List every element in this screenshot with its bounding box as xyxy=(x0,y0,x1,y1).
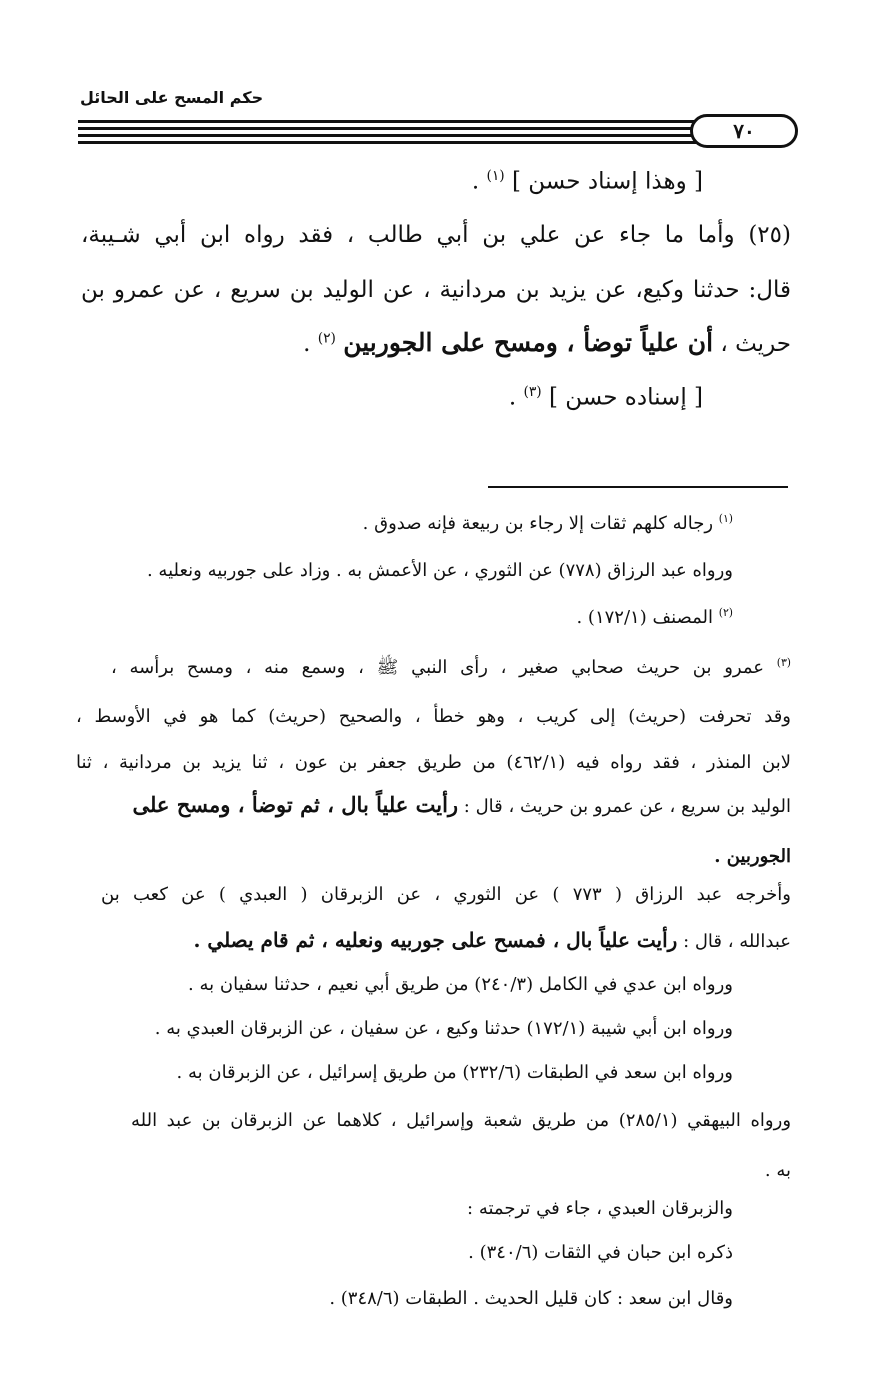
footnote-text: الوليد بن سريع ، عن عمرو بن حريث ، قال : xyxy=(458,796,791,817)
main-line-4 xyxy=(303,328,791,357)
footnote-text: عبدالله ، قال : xyxy=(677,931,791,952)
footnote-ref: (٣) xyxy=(523,384,542,400)
footnote-line: ذكره ابن حبان في الثقات (٣٤٠/٦) . xyxy=(468,1242,733,1263)
quoted-text: رأيت علياً بال ، فمسح على جوربيه ونعليه ، ثم قام يصلي . xyxy=(193,928,678,952)
footnote-line: وقد تحرفت (حريث) إلى كريب ، وهو خطأ ، والصحيح (حريث) كما هو في الأوسط ، xyxy=(76,706,791,727)
footnote-3 xyxy=(111,656,791,682)
footnote-line: ورواه البيهقي (٢٨٥/١) من طريق شعبة وإسرائيل ، كلاهما عن الزبرقان بن عبد الله xyxy=(131,1110,792,1131)
footnote-number: (١) xyxy=(718,512,733,525)
footnote-line xyxy=(193,928,791,952)
footnote-number: (٢) xyxy=(718,606,733,619)
footnote-text: عمرو بن حريث صحابي صغير ، رأى النبي ﷺ ، وسمع منه ، ومسح برأسه ، xyxy=(111,657,765,678)
footnote-ref: (٢) xyxy=(317,330,336,347)
header-rule xyxy=(78,114,798,148)
rule-line-1 xyxy=(78,120,698,123)
footnote-line xyxy=(132,792,791,817)
footnote-line: ورواه ابن عدي في الكامل (٢٤٠/٣) من طريق أبي نعيم ، حدثنا سفيان به . xyxy=(188,974,733,995)
main-text: . xyxy=(471,168,480,195)
rule-line-4 xyxy=(78,141,698,144)
footnote-line: ورواه ابن سعد في الطبقات (٢٣٢/٦) من طريق إسرائيل ، عن الزبرقان به . xyxy=(176,1062,733,1083)
footnote-line: وأخرجه عبد الرزاق ( ٧٧٣ ) عن الثوري ، عن الزبرقان ( العبدي ) عن كعب بن xyxy=(101,884,791,905)
rule-line-3 xyxy=(78,134,698,137)
hadith-text: أن علياً توضأ ، ومسح على الجوربين xyxy=(343,328,714,357)
footnote-line: لابن المنذر ، فقد رواه فيه (٤٦٢/١) من طريق جعفر بن عون ، ثنا يزيد بن مردانية ، ثنا xyxy=(76,752,791,773)
footnote-line: به . xyxy=(764,1160,791,1181)
page-number: ٧٠ xyxy=(690,114,798,148)
footnote-ref: (١) xyxy=(486,168,505,184)
main-text: . xyxy=(508,384,517,411)
main-line-2: (٢٥) وأما ما جاء عن علي بن أبي طالب ، فقد رواه ابن أبي شـيبة، xyxy=(81,222,791,248)
running-title: حكم المسح على الحائل xyxy=(80,88,264,107)
quoted-text: رأيت علياً بال ، ثم توضأ ، ومسح على xyxy=(132,792,459,817)
footnote-line: والزبرقان العبدي ، جاء في ترجمته : xyxy=(467,1198,733,1219)
footnote-separator xyxy=(488,486,788,488)
main-line-3: قال: حدثنا وكيع، عن يزيد بن مردانية ، عن الوليد بن سريع ، عن عمرو بن xyxy=(81,277,791,303)
main-text: حريث ، xyxy=(713,331,791,357)
footnote-2 xyxy=(576,606,733,628)
footnote-text: رجاله كلهم ثقات إلا رجاء بن ربيعة فإنه صدوق . xyxy=(362,513,714,534)
footnote-line: ورواه ابن أبي شيبة (١٧٢/١) حدثنا وكيع ، عن سفيان ، عن الزبرقان العبدي به . xyxy=(154,1018,733,1039)
main-text: [ إسناده حسن ] xyxy=(548,384,703,411)
footnote-line: وقال ابن سعد : كان قليل الحديث . الطبقات (٣٤٨/٦) . xyxy=(329,1288,733,1309)
main-line-1 xyxy=(472,168,703,195)
rule-line-2 xyxy=(78,127,698,130)
footnote-line: ورواه عبد الرزاق (٧٧٨) عن الثوري ، عن الأعمش به . وزاد على جوربيه ونعليه . xyxy=(146,560,733,581)
footnote-text: المصنف (١٧٢/١) . xyxy=(576,607,714,628)
footnote-line: الجوربين . xyxy=(714,846,791,867)
footnote-1 xyxy=(363,512,733,534)
main-text: [ وهذا إسناد حسن ] xyxy=(512,168,703,195)
main-line-5 xyxy=(509,384,703,411)
footnote-number: (٣) xyxy=(776,656,791,669)
main-text: . xyxy=(303,331,311,357)
